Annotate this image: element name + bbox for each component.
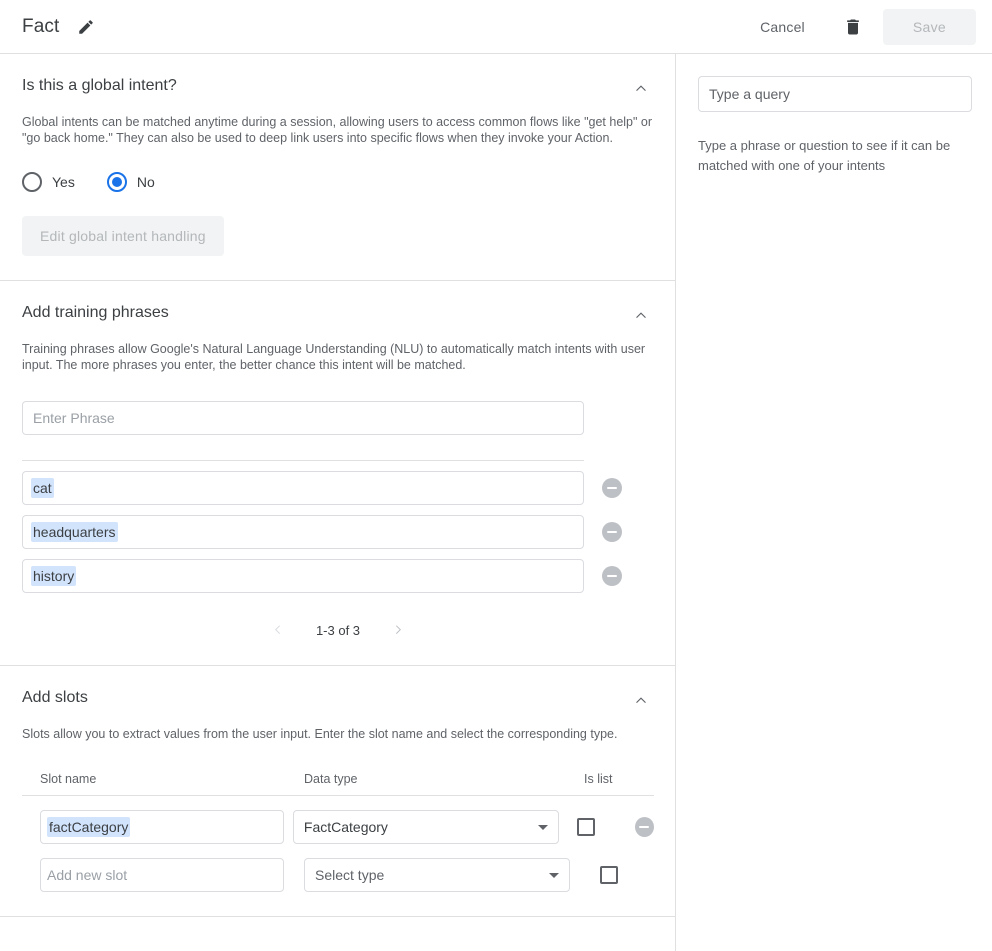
column-header-is-list: Is list xyxy=(584,772,613,786)
training-phrase-row xyxy=(22,559,653,593)
phrase-chip: headquarters xyxy=(33,524,116,540)
section-description: Slots allow you to extract values from the user input. Enter the slot name and select the corresponding type. xyxy=(22,727,618,741)
data-type-select[interactable] xyxy=(293,810,559,844)
section-description: Training phrases allow Google's Natural Language Understanding (NLU) to automatically match intents with user input. The more phrases you enter, the better chance this intent will be matched. xyxy=(22,342,646,372)
top-bar xyxy=(0,0,992,54)
data-type-cell xyxy=(304,858,584,892)
is-list-checkbox[interactable] xyxy=(600,866,618,884)
chevron-down-icon xyxy=(549,873,559,878)
radio-label-yes: Yes xyxy=(52,174,75,190)
section-description: Global intents can be matched anytime during a session, allowing users to access common flows like "get help" or "go back home." They can also be used to deep link users into specific flows when they invoke your Action. xyxy=(22,115,653,145)
global-intent-radio-group xyxy=(22,172,653,192)
divider xyxy=(22,460,584,461)
pagination xyxy=(22,619,654,641)
section-training-phrases-header xyxy=(22,303,653,327)
section-global-intent xyxy=(0,54,675,281)
remove-phrase-icon[interactable] xyxy=(602,522,622,542)
phrase-chip: history xyxy=(33,568,75,584)
data-type-value: Select type xyxy=(315,867,385,883)
chevron-down-icon xyxy=(538,825,548,830)
section-title: Add training phrases xyxy=(22,304,169,321)
section-global-intent-header xyxy=(22,76,653,100)
edit-global-intent-handling-button[interactable]: Edit global intent handling xyxy=(22,216,224,256)
cancel-button[interactable]: Cancel xyxy=(760,18,805,35)
slot-name-input[interactable] xyxy=(40,810,284,844)
previous-page-icon[interactable] xyxy=(266,619,288,641)
training-phrase-row xyxy=(22,515,653,549)
radio-label-no: No xyxy=(136,174,155,190)
enter-phrase-wrap xyxy=(22,401,653,435)
radio-dot-no xyxy=(112,177,122,187)
remove-phrase-icon[interactable] xyxy=(602,566,622,586)
data-type-cell xyxy=(293,810,561,844)
data-type-value: FactCategory xyxy=(303,819,388,835)
column-header-slot-name: Slot name xyxy=(40,772,97,786)
page-title: Fact xyxy=(22,15,60,37)
radio-circle-yes xyxy=(22,172,42,192)
next-page-icon[interactable] xyxy=(388,619,410,641)
pencil-icon[interactable] xyxy=(73,14,99,40)
editor-column xyxy=(0,54,676,951)
section-training-phrases xyxy=(0,281,675,666)
query-help-text: Type a phrase or question to see if it can be matched with one of your intents xyxy=(698,138,951,173)
data-type-select[interactable] xyxy=(304,858,570,892)
section-slots-header xyxy=(22,688,653,712)
training-phrase-field[interactable] xyxy=(22,559,584,593)
is-list-cell xyxy=(561,818,629,836)
chevron-up-icon[interactable] xyxy=(629,76,653,100)
query-input[interactable] xyxy=(698,76,972,112)
pagination-label: 1-3 of 3 xyxy=(315,622,361,638)
training-phrase-field[interactable] xyxy=(22,515,584,549)
is-list-checkbox[interactable] xyxy=(577,818,595,836)
training-phrase-field[interactable] xyxy=(22,471,584,505)
section-title: Is this a global intent? xyxy=(22,77,177,94)
chevron-up-icon[interactable] xyxy=(629,303,653,327)
slot-row xyxy=(22,858,654,892)
training-phrase-row xyxy=(22,471,653,505)
slot-name-cell xyxy=(22,858,304,892)
is-list-cell xyxy=(584,866,654,884)
section-title: Add slots xyxy=(22,689,88,706)
remove-phrase-icon[interactable] xyxy=(602,478,622,498)
enter-phrase-input[interactable] xyxy=(22,401,584,435)
body xyxy=(0,54,992,951)
radio-option-no[interactable] xyxy=(107,172,155,192)
phrase-chip: cat xyxy=(33,480,52,496)
slot-row xyxy=(22,810,654,844)
chevron-up-icon[interactable] xyxy=(629,688,653,712)
section-slots xyxy=(0,666,675,917)
add-new-slot-input[interactable]: Add new slot xyxy=(40,858,284,892)
remove-slot-icon[interactable] xyxy=(635,817,654,837)
trash-icon[interactable] xyxy=(833,7,873,47)
column-header-data-type: Data type xyxy=(304,772,358,786)
radio-option-yes[interactable] xyxy=(22,172,75,192)
radio-circle-no xyxy=(107,172,127,192)
slot-name-chip: factCategory xyxy=(49,819,129,835)
save-button[interactable]: Save xyxy=(883,9,976,45)
slot-name-cell xyxy=(22,810,293,844)
test-panel xyxy=(676,54,992,951)
slots-table-header xyxy=(22,772,654,796)
